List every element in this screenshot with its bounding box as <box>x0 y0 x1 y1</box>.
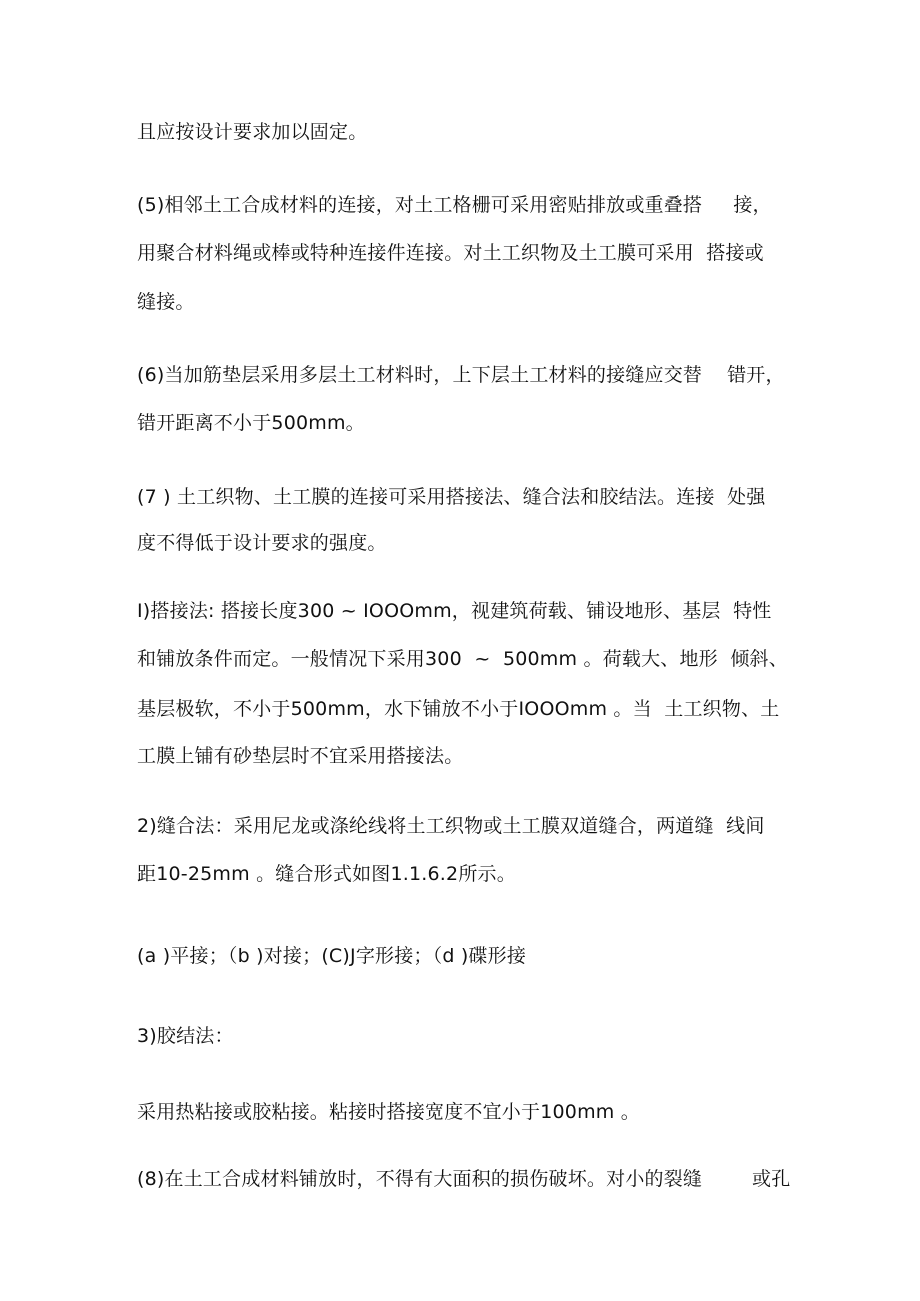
text-line: 采用热粘接或胶粘接。粘接时搭接宽度不宜小于100mm 。 <box>137 1101 640 1123</box>
text-line: 和铺放条件而定。一般情况下采用300 ~ 500mm 。荷载大、地形 倾斜、 <box>137 648 788 670</box>
text-line: 缝接。 <box>137 291 195 313</box>
text-line: 且应按设计要求加以固定。 <box>137 121 368 143</box>
text-line: 错开距离不小于500mm。 <box>137 412 365 434</box>
text-line: 度不得低于设计要求的强度。 <box>137 532 387 554</box>
text-line: 距10-25mm 。缝合形式如图1.1.6.2所示。 <box>137 863 516 885</box>
text-line: (6)当加筋垫层采用多层土工材料时，上下层土工材料的接缝应交替 错开， <box>137 364 785 386</box>
text-line: (8)在土工合成材料铺放时，不得有大面积的损伤破坏。对小的裂缝 或孔 <box>137 1168 791 1190</box>
text-line: 工膜上铺有砂垫层时不宜采用搭接法。 <box>137 745 464 767</box>
text-line: I)搭接法: 搭接长度300 ~ IOOOmm，视建筑荷载、铺设地形、基层 特性 <box>137 600 772 622</box>
text-line: 2)缝合法：采用尼龙或涤纶线将土工织物或土工膜双道缝合，两道缝 线间 <box>137 815 765 837</box>
text-line: 用聚合材料绳或棒或特种连接件连接。对土工织物及土工膜可采用 搭接或 <box>137 242 764 264</box>
text-line: (a )平接；（b )对接；(C)J字形接；（d )碟形接 <box>137 945 527 967</box>
text-line: (7 ) 土工织物、土工膜的连接可采用搭接法、缝合法和胶结法。连接 处强 <box>137 486 766 508</box>
text-line: (5)相邻土工合成材料的连接，对土工格栅可采用密贴排放或重叠搭 接， <box>137 194 772 216</box>
text-line: 基层极软，不小于500mm，水下铺放不小于IOOOmm 。当 土工织物、土 <box>137 698 780 720</box>
text-line: 3)胶结法： <box>137 1025 234 1047</box>
